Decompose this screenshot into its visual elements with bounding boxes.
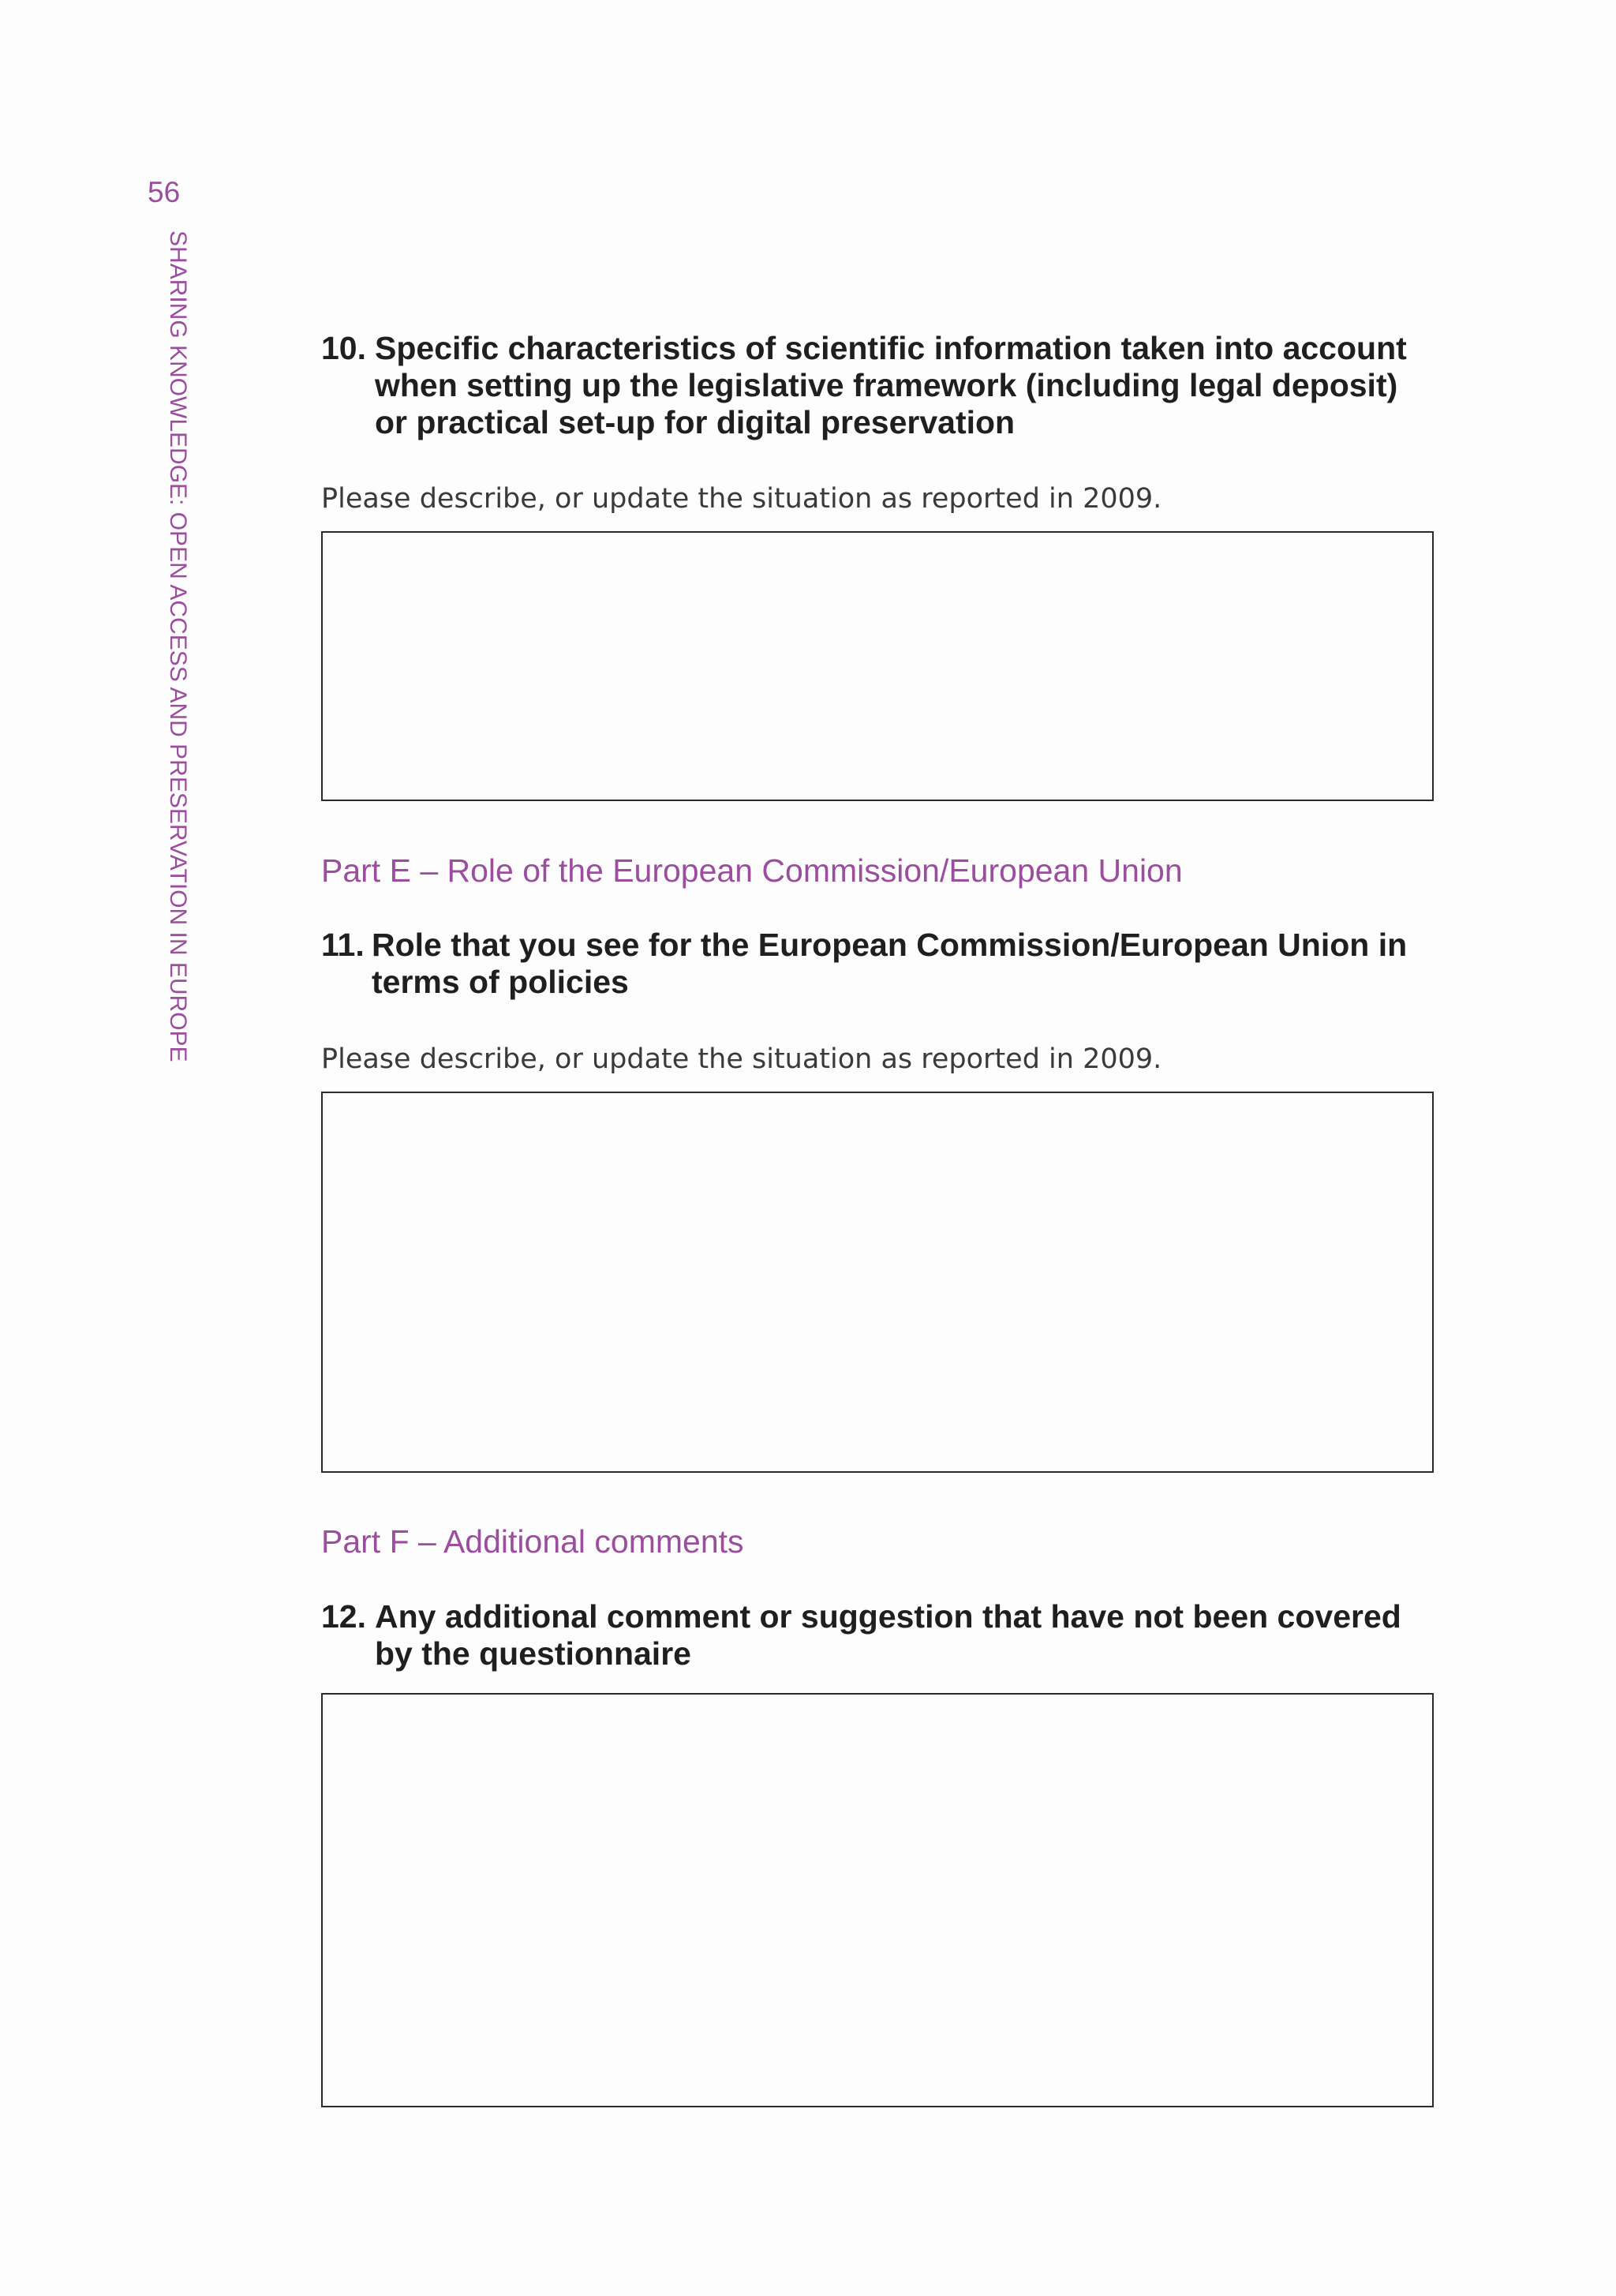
question-12-number: 12.: [321, 1598, 366, 1635]
question-10-number: 10.: [321, 330, 366, 366]
question-12-answer-box[interactable]: [321, 1693, 1434, 2107]
question-11-text: Role that you see for the European Commission/European Union in terms of policies: [372, 927, 1408, 1000]
question-11: [321, 927, 1438, 1001]
question-11-number: 11.: [321, 927, 365, 963]
question-11-instruction: Please describe, or update the situation as reported in 2009.: [321, 1043, 1162, 1075]
question-10: [321, 330, 1438, 441]
part-e-heading: Part E – Role of the European Commission/European Union: [321, 852, 1183, 889]
running-title: SHARING KNOWLEDGE: OPEN ACCESS AND PRESERVATION IN EUROPE: [165, 230, 191, 1062]
form-content: [321, 0, 1438, 2296]
question-10-answer-box[interactable]: [321, 531, 1434, 801]
question-12-text: Any additional comment or suggestion that have not been covered by the questionnaire: [375, 1598, 1401, 1672]
page-number: 56: [148, 176, 181, 208]
part-f-heading: Part F – Additional comments: [321, 1523, 744, 1560]
question-10-instruction: Please describe, or update the situation as reported in 2009.: [321, 483, 1162, 515]
question-12: [321, 1598, 1438, 1672]
question-10-text: Specific characteristics of scientific information taken into account when setting up the legislative framework (including legal deposit) or practical set-up for digital preservation: [375, 330, 1407, 440]
question-11-answer-box[interactable]: [321, 1092, 1434, 1473]
